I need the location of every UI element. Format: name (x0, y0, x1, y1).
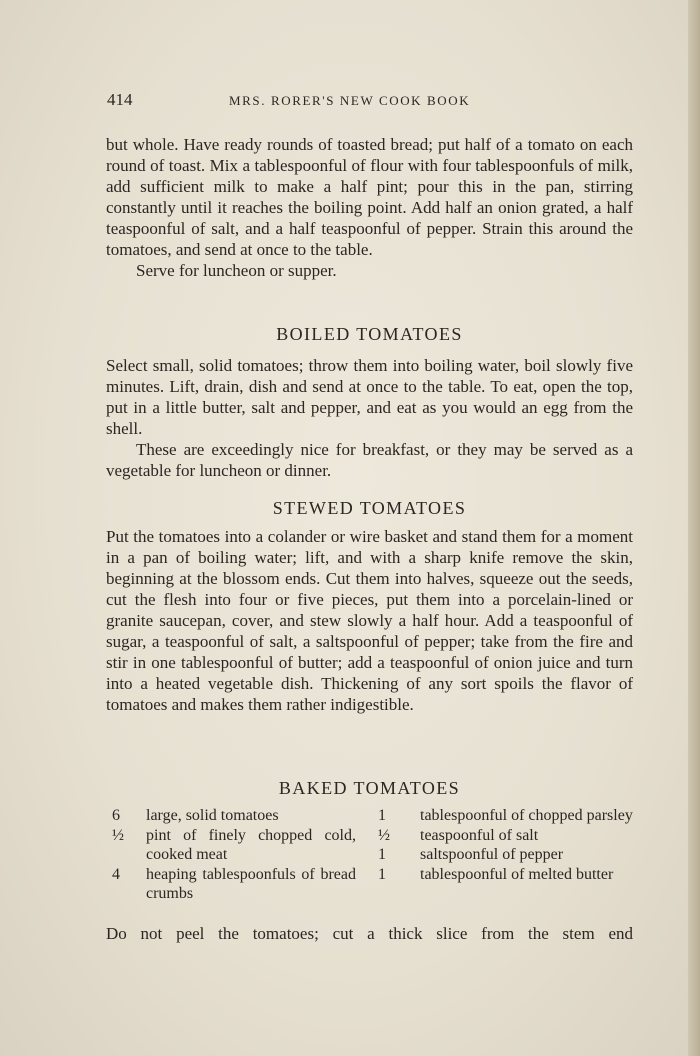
page-edge-shadow (688, 0, 700, 1056)
stewed-paragraph: Put the tomatoes into a colander or wire basket and stand them for a moment in a pan of boiling water; lift, and with a sharp knife remove the skin, beginning at the blossom ends. Cut them into halves, squeeze out the seeds, cut the flesh into four or five pieces, put them into a porcelain-lined or granite saucepan, cover, and stew slowly a half hour. Add a teaspoonful of sugar, a teaspoonful of salt, a saltspoonful of pepper; take from the fire and stir in one tablespoonful of butter; add a teaspoonful of onion juice and turn into a heated vegetable dish. Thickening of any sort spoils the flavor of tomatoes and makes them rather indigestible. (106, 527, 633, 714)
ingredient-text: large, solid tomatoes (146, 807, 279, 824)
ingredient-text: tablespoonful of chopped parsley (420, 807, 633, 824)
boiled-note: These are exceedingly nice for breakfast, or they may be served as a vegetable for luncheon or dinner. (106, 440, 633, 480)
ingredient-quantity: 4 (112, 865, 120, 883)
ingredient-text: saltspoonful of pepper (420, 846, 564, 863)
ingredient-quantity: ½ (112, 826, 124, 844)
ingredient-column-right (378, 806, 633, 884)
intro-paragraph: but whole. Have ready rounds of toasted bread; put half of a tomato on each round of toast. Mix a tablespoonful of flour with four tablespoonfuls of milk, add sufficient milk to make a half pint; pour this in the pan, stirring constantly until it reaches the boiling point. Add half an onion grated, a half teaspoonful of salt, and a half teaspoonful of pepper. Strain this around the tomatoes, and send at once to the table. (106, 135, 633, 259)
ingredient-text: pint of finely chopped cold, cooked meat (146, 826, 356, 863)
boiled-paragraph: Select small, solid tomatoes; throw them into boiling water, boil slowly five minutes. Lift, drain, dish and send at once to the table. To eat, open the top, put in a little butter, salt and pepper, and eat as you would an egg from the shell. (106, 356, 633, 438)
ingredient-item (106, 826, 356, 865)
ingredient-item (378, 865, 633, 885)
ingredient-quantity: 1 (378, 865, 386, 883)
ingredient-text: tablespoonful of melted butter (420, 865, 614, 883)
intro-serve-note: Serve for luncheon or supper. (136, 261, 337, 280)
ingredient-item (378, 826, 633, 846)
stewed-tomatoes-text (106, 526, 633, 715)
page-header (107, 90, 637, 114)
baked-instructions-start: Do not peel the tomatoes; cut a thick slice from the stem end (106, 924, 633, 943)
boiled-tomatoes-heading: BOILED TOMATOES (276, 324, 463, 344)
ingredient-quantity: 1 (378, 807, 386, 824)
page-number: 414 (107, 90, 133, 109)
ingredient-item (378, 806, 633, 826)
ingredient-item (106, 806, 356, 826)
ingredient-list (106, 806, 633, 924)
ingredient-item (378, 845, 633, 865)
ingredient-text: heaping tablespoonfuls of bread crumbs (146, 865, 356, 902)
ingredient-quantity: 1 (378, 846, 386, 863)
intro-text (106, 134, 633, 281)
running-head: MRS. RORER'S NEW COOK BOOK (229, 93, 471, 108)
stewed-tomatoes-heading: STEWED TOMATOES (272, 498, 467, 518)
ingredient-column-left (106, 806, 356, 904)
ingredient-quantity: ½ (378, 826, 390, 844)
ingredient-quantity: 6 (112, 807, 120, 824)
ingredient-item (106, 865, 356, 904)
ingredient-text: teaspoonful of salt (420, 826, 539, 844)
boiled-tomatoes-text (106, 355, 633, 481)
baked-tomatoes-heading: BAKED TOMATOES (278, 778, 461, 798)
